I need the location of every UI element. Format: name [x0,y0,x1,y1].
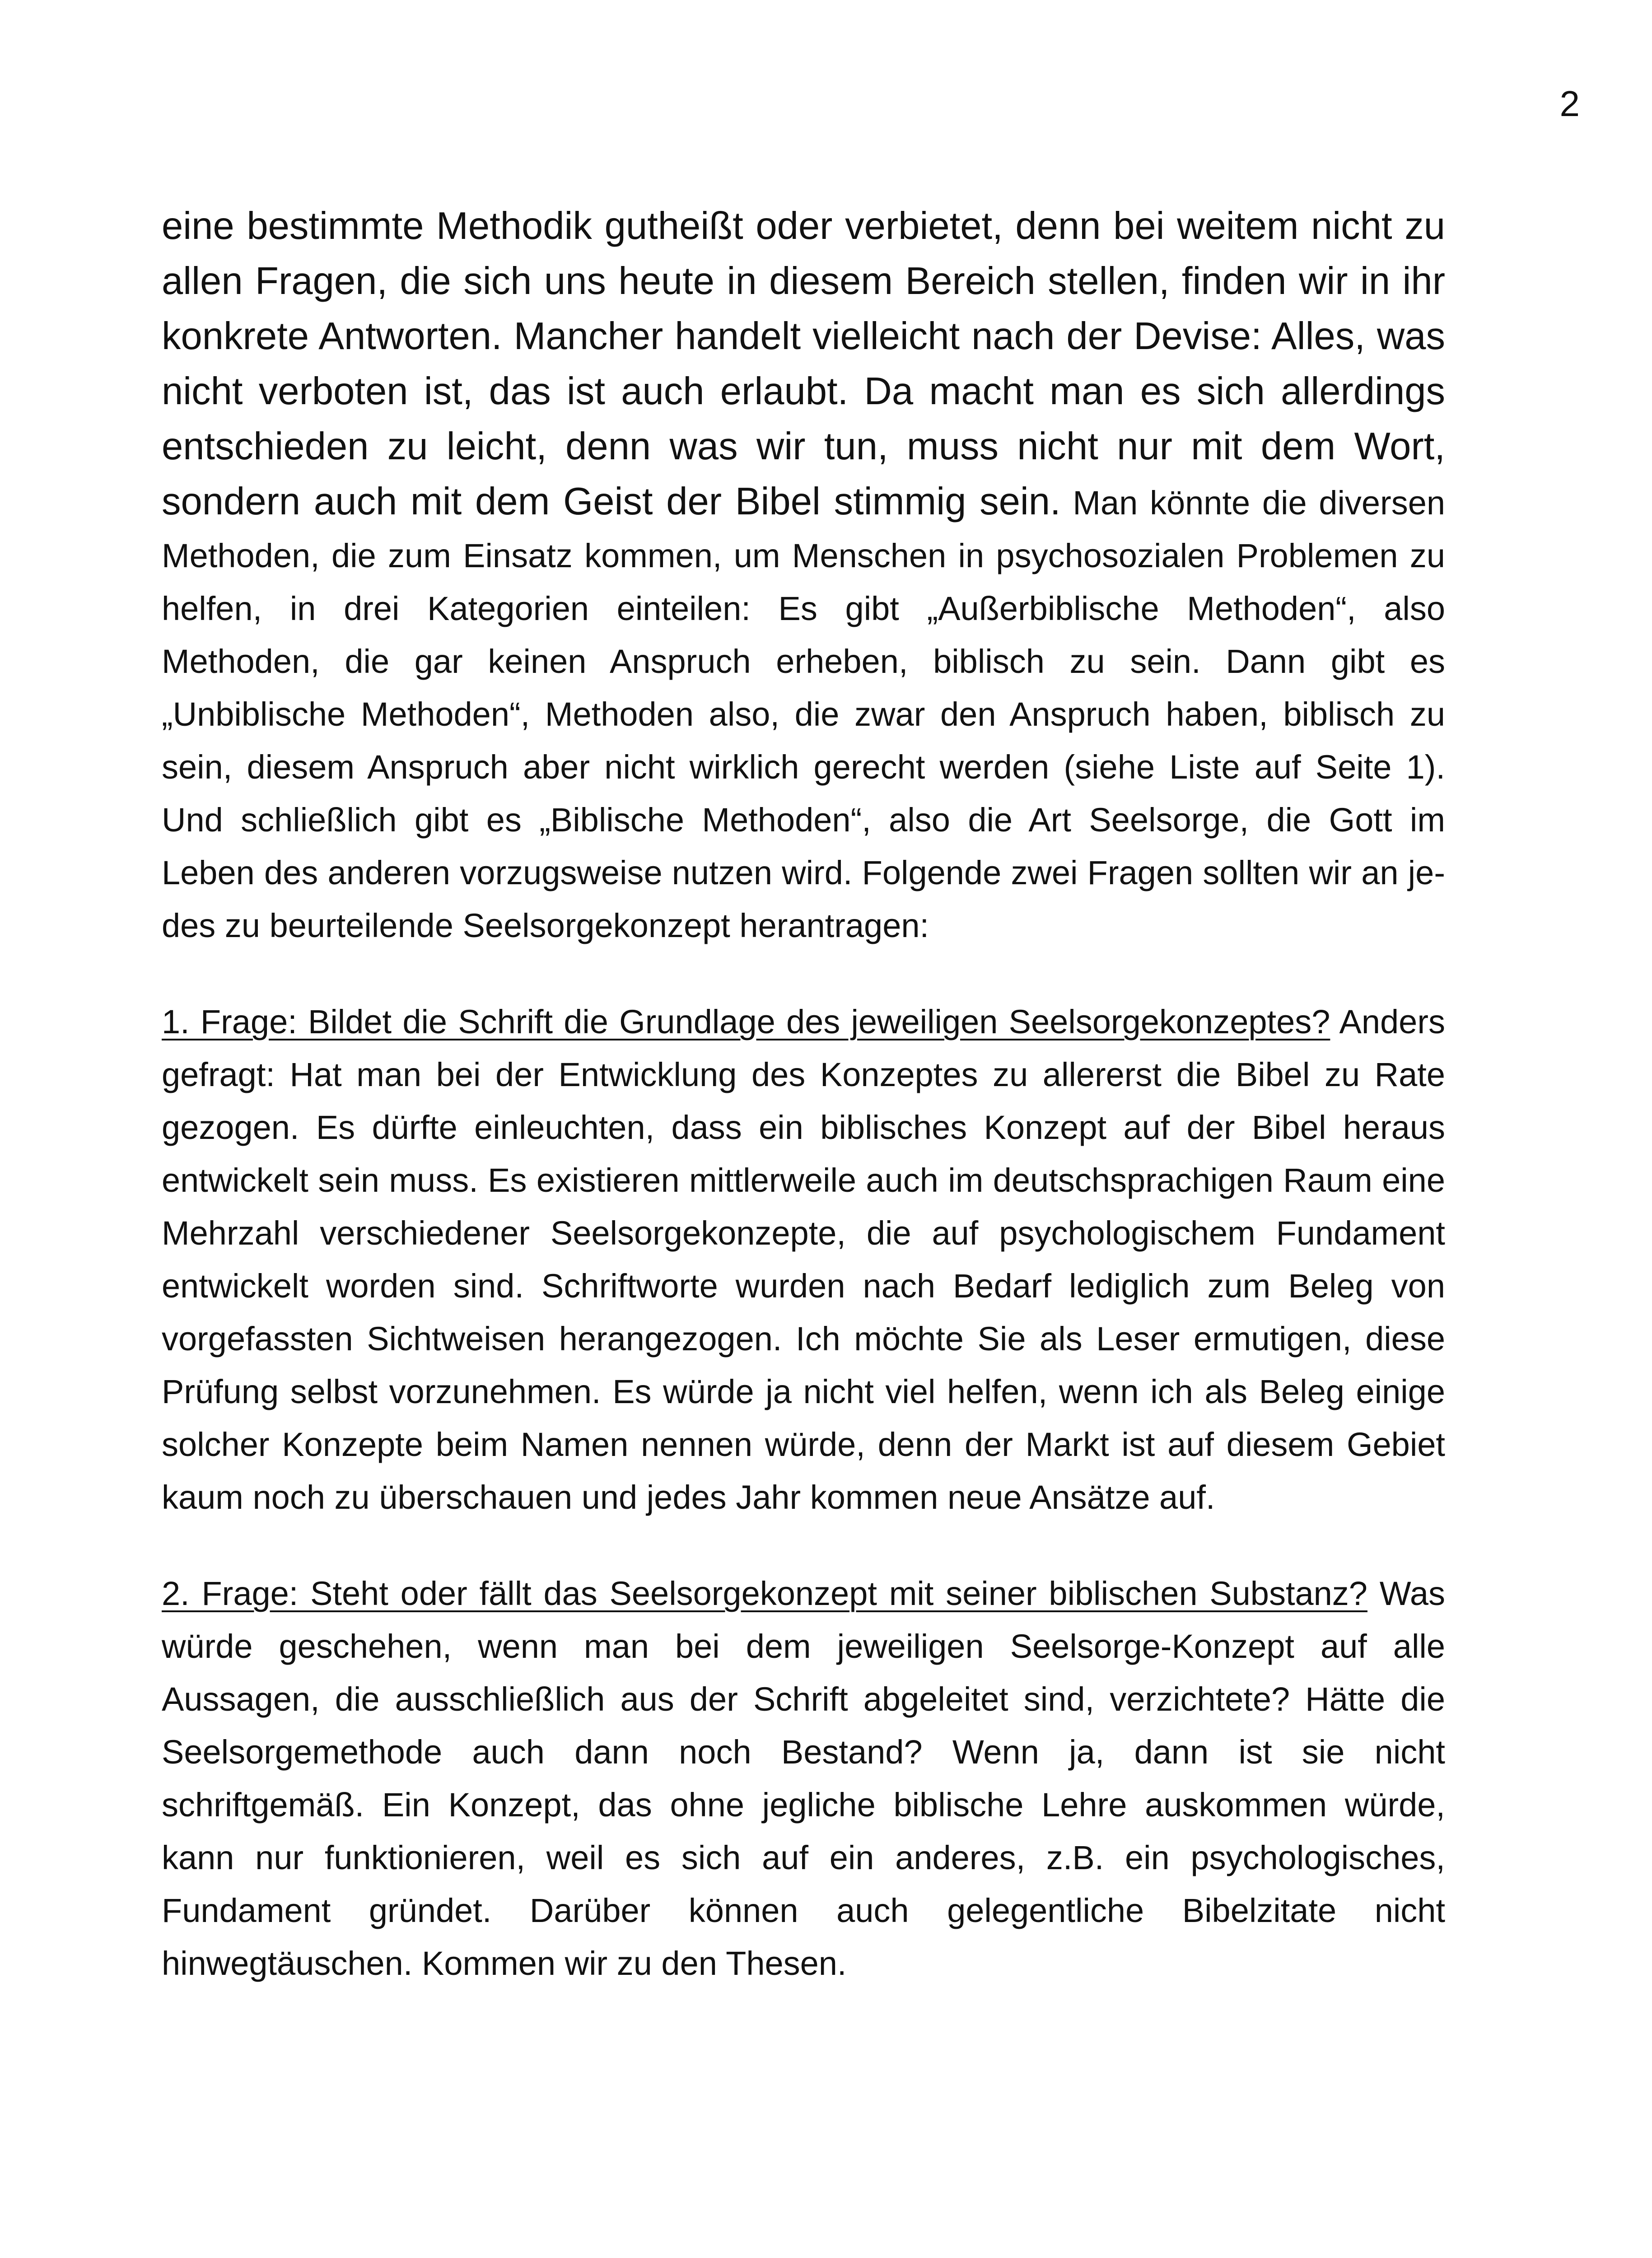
intro-text-large: eine bestimmte Methodik gutheißt oder verbietet, denn bei weitem nicht zu allen Fragen, die sich uns heute in diesem Bereich stellen, finden wir in ihr konkrete Antworten. Mancher handelt vielleicht nach der Devise: Alles, was nicht verboten ist, das ist auch erlaubt. Da macht man es sich allerdings entschieden zu leicht, denn was wir tun, muss nicht nur mit dem Wort, sondern auch mit dem Geist der Bibel stimmig sein. [162,205,1445,523]
intro-paragraph [162,199,1445,952]
page-number: 2 [1559,84,1580,124]
document-body [162,199,1445,1990]
intro-text-small: Man könnte die diversen Methoden, die zum Einsatz kommen, um Menschen in psychosozialen Problemen zu helfen, in drei Kategorien einteilen: Es gibt „Außerbiblische Methoden“, also Methoden, die gar keinen Anspruch erheben, biblisch zu sein. Dann gibt es „Unbiblische Methoden“, Methoden also, die zwar den Anspruch haben, biblisch zu sein, diesem Anspruch aber nicht wirklich gerecht werden (siehe Liste auf Seite 1). Und schließlich gibt es „Biblische Methoden“, also die Art Seelsorge, die Gott im Leben des anderen vorzugsweise nutzen wird. Folgende zwei Fragen sollten wir an jedes zu beurteilende Seelsorgekonzept herantragen: [162,484,1446,944]
question-1-paragraph [162,995,1445,1524]
question-2-text: Was würde geschehen, wenn man bei dem jeweiligen Seelsorge-Konzept auf alle Aussagen, die ausschließlich aus der Schrift abgeleitet sind, verzichtete? Hätte die Seelsorgemethode auch dann noch Bestand? Wenn ja, dann ist sie nicht schriftgemäß. Ein Konzept, das ohne jegliche biblische Lehre auskommen würde, kann nur funktionieren, weil es sich auf ein anderes, z.B. ein psychologisches, Fundament gründet. Darüber können auch gelegentliche Bibelzitate nicht hinwegtäuschen. Kommen wir zu den Thesen. [162,1575,1445,1982]
question-1-text: Anders gefragt: Hat man bei der Entwicklung des Konzeptes zu allererst die Bibel zu Rate gezogen. Es dürfte einleuchten, dass ein biblisches Konzept auf der Bibel heraus entwickelt sein muss. Es existieren mittlerweile auch im deutschsprachigen Raum eine Mehrzahl verschiedener Seelsorgekonzepte, die auf psychologischem Fundament entwickelt worden sind. Schriftworte wurden nach Bedarf lediglich zum Beleg von vorgefassten Sichtweisen herangezogen. Ich möchte Sie als Leser ermutigen, diese Prüfung selbst vorzunehmen. Es würde ja nicht viel helfen, wenn ich als Beleg einige solcher Konzepte beim Namen nennen würde, denn der Markt ist auf diesem Gebiet kaum noch zu überschauen und jedes Jahr kommen neue Ansätze auf. [162,1003,1445,1516]
question-2-paragraph [162,1567,1445,1990]
question-2-heading: 2. Frage: Steht oder fällt das Seelsorgekonzept mit seiner biblischen Substanz? [162,1575,1367,1612]
question-1-heading: 1. Frage: Bildet die Schrift die Grundlage des jeweiligen Seelsorgekonzeptes? [162,1003,1330,1040]
